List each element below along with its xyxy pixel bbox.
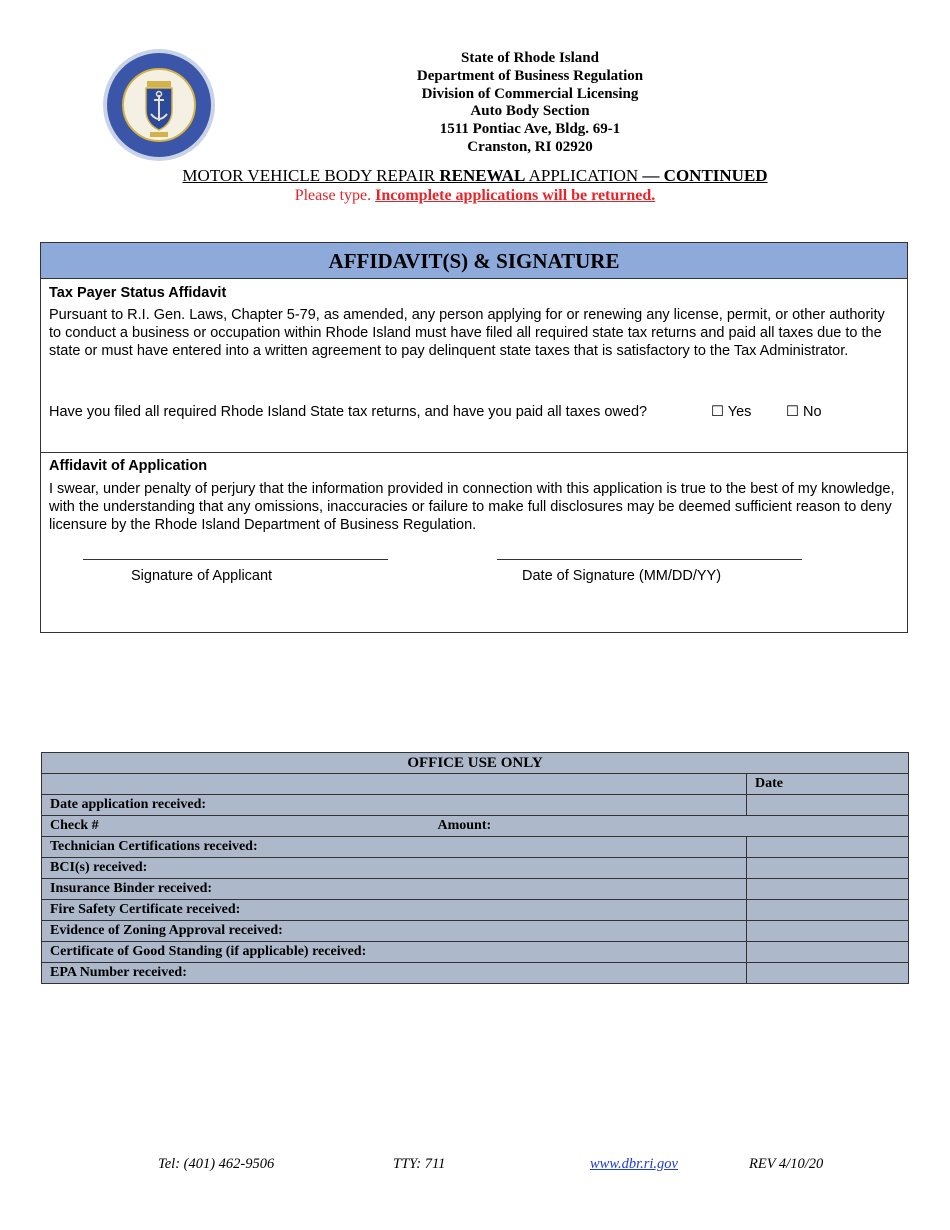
table-row-label: Evidence of Zoning Approval received: — [42, 921, 747, 942]
table-row-label: Certificate of Good Standing (if applicable) received: — [42, 942, 747, 963]
tax-affidavit-title: Tax Payer Status Affidavit — [49, 285, 227, 301]
date-cell — [747, 942, 909, 963]
agency-line: State of Rhode Island — [461, 50, 599, 66]
no-checkbox[interactable]: ☐ No — [786, 404, 822, 420]
date-cell — [747, 921, 909, 942]
date-cell — [747, 963, 909, 984]
department-seal-logo — [102, 48, 216, 162]
date-received-label: Date application received: — [42, 795, 747, 816]
office-use-title: OFFICE USE ONLY — [42, 753, 909, 774]
form-title — [0, 166, 950, 186]
agency-line: Cranston, RI 02920 — [467, 138, 593, 155]
footer-website-link[interactable]: www.dbr.ri.gov — [590, 1156, 678, 1172]
footer-tel: Tel: (401) 462-9506 — [158, 1156, 275, 1172]
table-row-label: Insurance Binder received: — [42, 879, 747, 900]
agency-line: Division of Commercial Licensing — [421, 85, 639, 102]
agency-line: 1511 Pontiac Ave, Bldg. 69-1 — [439, 121, 621, 138]
signature-label: Signature of Applicant — [131, 568, 273, 584]
application-affidavit-text: I swear, under penalty of perjury that the information provided in connection with this application is true to the best of my knowledge, with the understanding that any omissions, inaccuracies or failure to make full disclosures may be deemed sufficient reason to deny licensure by the Rhode Island Department of Business Regulation. — [49, 481, 895, 533]
notice-bold: Incomplete applications will be returned. — [375, 187, 656, 204]
agency-address-block — [360, 50, 700, 157]
table-row-label: Technician Certifications received: — [42, 837, 747, 858]
application-affidavit-title: Affidavit of Application — [49, 458, 208, 474]
notice-plain: Please type. — [294, 187, 376, 204]
title-part2: APPLICATION — [525, 166, 643, 185]
table-row-label: Fire Safety Certificate received: — [42, 900, 747, 921]
signature-line[interactable] — [83, 559, 388, 560]
yes-checkbox[interactable]: ☐ Yes — [711, 404, 752, 420]
date-cell — [747, 879, 909, 900]
date-cell — [747, 795, 909, 816]
agency-line: Department of Business Regulation — [416, 67, 644, 84]
tax-question: Have you filed all required Rhode Island State tax returns, and have you paid all taxes owed? — [49, 404, 648, 420]
notice — [0, 187, 950, 205]
affidavit-section — [40, 242, 908, 633]
check-amount-row — [42, 816, 909, 837]
tax-question-row — [49, 404, 899, 420]
table-row-label: EPA Number received: — [42, 963, 747, 984]
date-header: Date — [747, 774, 909, 795]
table-cell — [42, 774, 747, 795]
footer-rev: REV 4/10/20 — [749, 1156, 824, 1172]
date-cell — [747, 858, 909, 879]
title-renewal: RENEWAL — [439, 166, 526, 185]
date-cell — [747, 837, 909, 858]
affidavit-heading: AFFIDAVIT(S) & SIGNATURE — [41, 243, 907, 279]
date-line[interactable] — [497, 559, 802, 560]
office-use-table — [41, 752, 909, 984]
check-label: Check # — [50, 818, 99, 833]
date-label: Date of Signature (MM/DD/YY) — [522, 568, 722, 584]
agency-line: Auto Body Section — [470, 103, 590, 120]
table-row-label: BCI(s) received: — [42, 858, 747, 879]
date-cell — [747, 900, 909, 921]
title-part1: MOTOR VEHICLE BODY REPAIR — [182, 166, 440, 185]
amount-label: Amount: — [437, 818, 492, 833]
footer-tty: TTY: 711 — [393, 1156, 446, 1172]
tax-payer-affidavit — [41, 279, 907, 453]
tax-affidavit-text: Pursuant to R.I. Gen. Laws, Chapter 5-79, as amended, any person applying for or renewing any license, permit, or other authority to conduct a business or occupation within Rhode Island must have filed all required state tax returns and paid all taxes due to the state or must have entered into a written agreement to pay delinquent state taxes that is satisfactory to the Tax Administrator. — [49, 307, 885, 359]
title-continued: — CONTINUED — [642, 166, 768, 185]
